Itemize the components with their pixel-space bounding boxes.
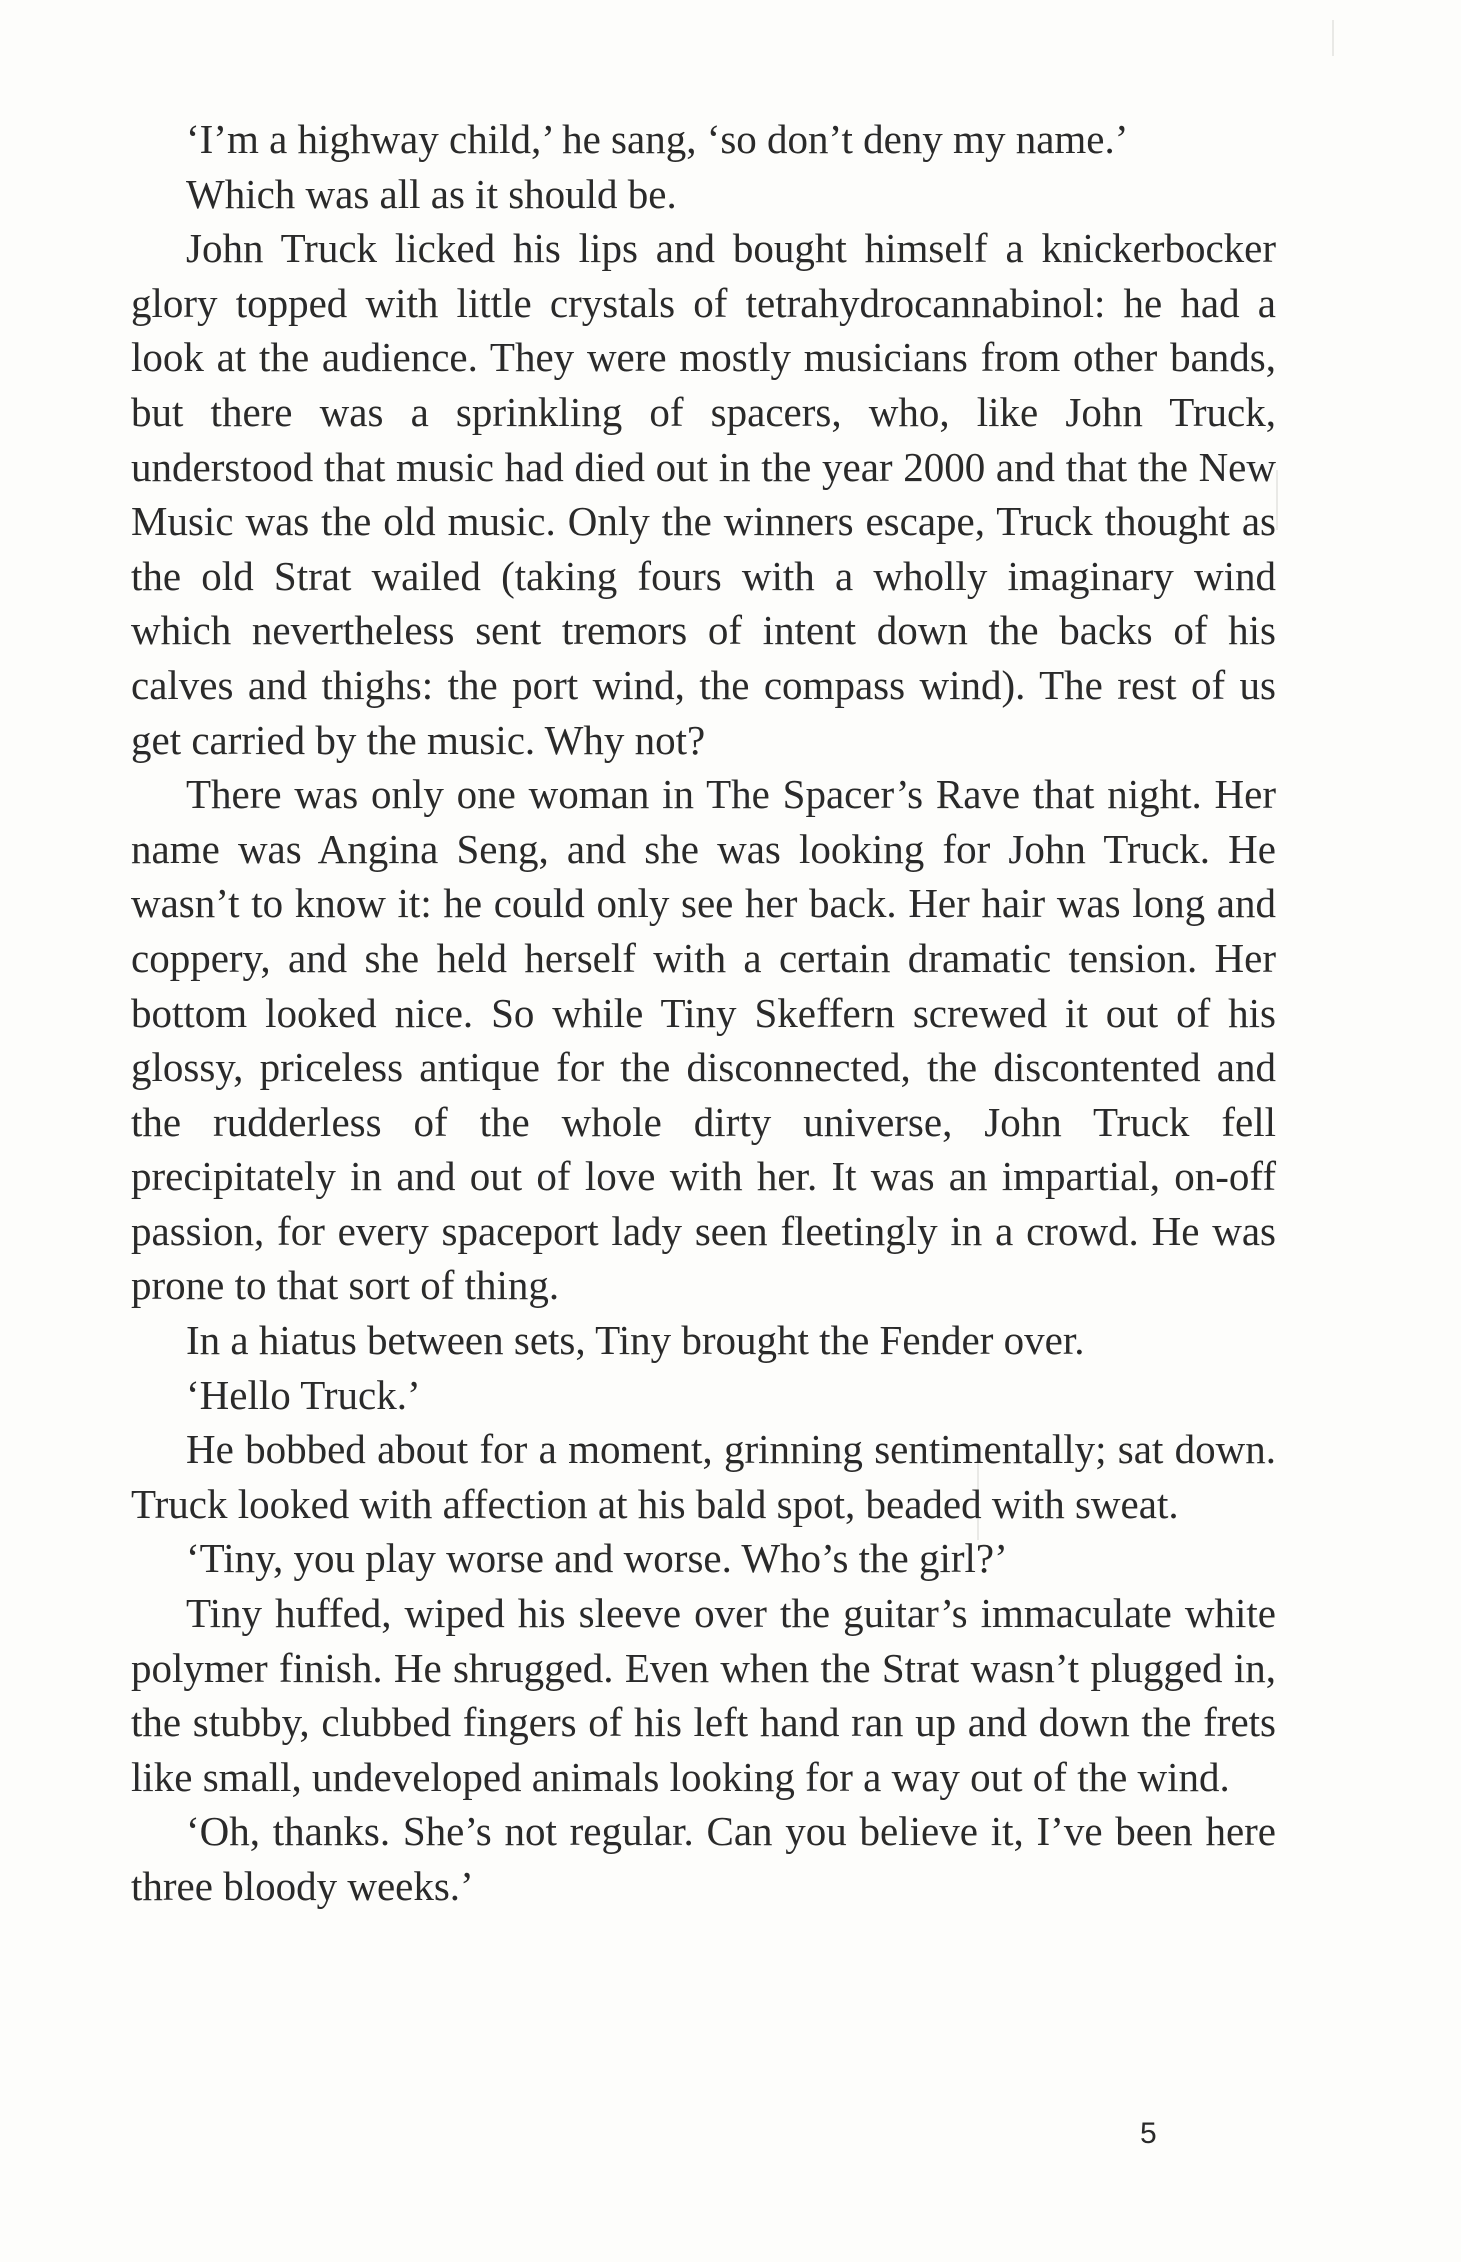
paragraph: ‘I’m a highway child,’ he sang, ‘so don’t deny my name.’ — [186, 116, 1129, 162]
page-number: 5 — [1140, 2117, 1157, 2150]
paragraph: Tiny huffed, wiped his sleeve over the guitar’s immaculate white polymer finish. He shrugged. Even when the Strat wasn’t plugged in, the stubby, clubbed fingers of his left hand ran up and down the frets like small, undeveloped animals looking for a way out of the wind. — [131, 1590, 1276, 1800]
paragraph: ‘Tiny, you play worse and worse. Who’s the girl?’ — [186, 1535, 1008, 1582]
body-text — [131, 112, 1276, 1914]
scan-artifact — [1276, 470, 1278, 530]
paragraph: ‘Hello Truck.’ — [186, 1371, 421, 1418]
scan-artifact — [1332, 20, 1334, 56]
paragraph: He bobbed about for a moment, grinning sentimentally; sat down. Truck looked with affection at his bald spot, beaded with sweat. — [131, 1426, 1276, 1527]
paragraph: In a hiatus between sets, Tiny brought the Fender over. — [186, 1317, 1085, 1364]
paragraph: There was only one woman in The Spacer’s Rave that night. Her name was Angina Seng, and she was looking for John Truck. He wasn’t to know it: he could only see her back. Her hair was long and coppery, and she held herself with a certain dramatic tension. Her bottom looked nice. So while Tiny Skeffern screwed it out of his glossy, priceless antique for the disconnected, the discontented and the rudderless of the whole dirty universe, John Truck fell precipitately in and out of love with her. It was an impartial, on-off passion, for every spaceport lady seen fleetingly in a crowd. He was prone to that sort of thing. — [131, 771, 1276, 1309]
paragraph: John Truck licked his lips and bought himself a knickerbocker glory topped with little crystals of tetrahydrocannabinol: he had a look at the audience. They were mostly musicians from other bands, but there was a sprinkling of spacers, who, like John Truck, understood that music had died out in the year 2000 and that the New Music was the old music. Only the winners escape, Truck thought as the old Strat wailed (taking fours with a wholly imaginary wind which nevertheless sent tremors of intent down the backs of his calves and thighs: the port wind, the compass wind). The rest of us get carried by the music. Why not? — [131, 225, 1276, 763]
paragraph: Which was all as it should be. — [186, 170, 677, 217]
paragraph: ‘Oh, thanks. She’s not regular. Can you believe it, I’ve been here three bloody weeks.’ — [131, 1808, 1276, 1909]
